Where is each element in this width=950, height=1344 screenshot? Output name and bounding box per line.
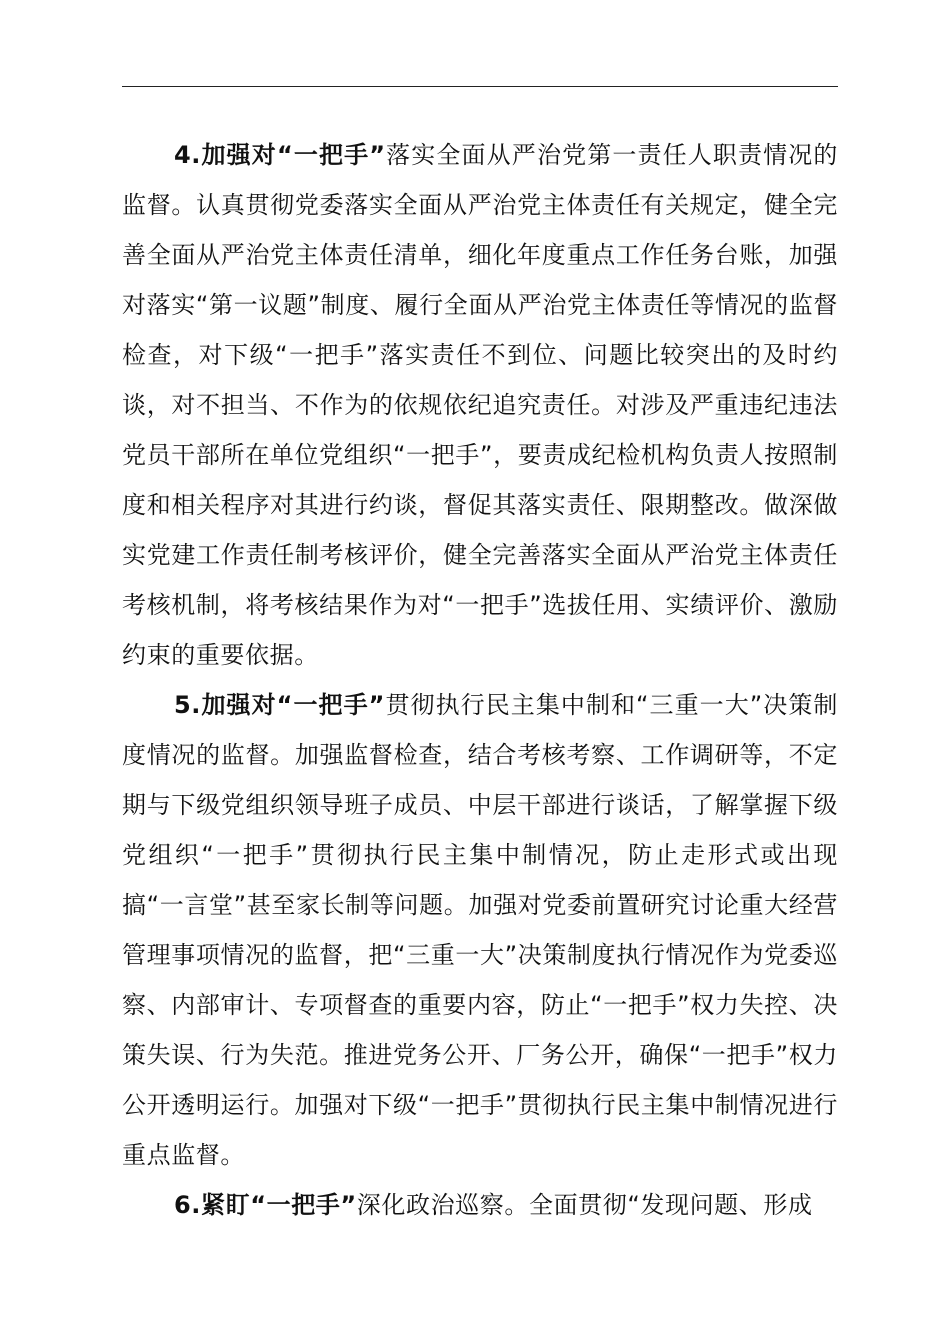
document-body xyxy=(122,130,838,1230)
paragraph-5 xyxy=(122,680,838,1180)
paragraph-heading: 6.紧盯“一把手” xyxy=(174,1191,357,1219)
paragraph-text: 落实全面从严治党第一责任人职责情况的监督。认真贯彻党委落实全面从严治党主体责任有关规定，健全完善全面从严治党主体责任清单，细化年度重点工作任务台账，加强对落实“第一议题”制度、履行全面从严治党主体责任等情况的监督检查，对下级“一把手”落实责任不到位、问题比较突出的及时约谈，对不担当、不作为的依规依纪追究责任。对涉及严重违纪违法党员干部所在单位党组织“一把手”，要责成纪检机构负责人按照制度和相关程序对其进行约谈，督促其落实责任、限期整改。做深做实党建工作责任制考核评价，健全完善落实全面从严治党主体责任考核机制，将考核结果作为对“一把手”选拔任用、实绩评价、激励约束的重要依据。 xyxy=(122,141,838,669)
paragraph-6 xyxy=(122,1180,838,1230)
paragraph-text: 深化政治巡察。全面贯彻“发现问题、形成 xyxy=(356,1191,813,1219)
paragraph-text: 贯彻执行民主集中制和“三重一大”决策制度情况的监督。加强监督检查，结合考核考察、工作调研等，不定期与下级党组织领导班子成员、中层干部进行谈话，了解掌握下级党组织“一把手”贯彻执行民主集中制情况，防止走形式或出现搞“一言堂”甚至家长制等问题。加强对党委前置研究讨论重大经营管理事项情况的监督，把“三重一大”决策制度执行情况作为党委巡察、内部审计、专项督查的重要内容，防止“一把手”权力失控、决策失误、行为失范。推进党务公开、厂务公开，确保“一把手”权力公开透明运行。加强对下级“一把手”贯彻执行民主集中制情况进行重点监督。 xyxy=(122,691,838,1169)
paragraph-heading: 5.加强对“一把手” xyxy=(174,691,386,719)
header-rule xyxy=(122,86,838,87)
paragraph-4 xyxy=(122,130,838,680)
paragraph-heading: 4.加强对“一把手” xyxy=(174,141,386,169)
